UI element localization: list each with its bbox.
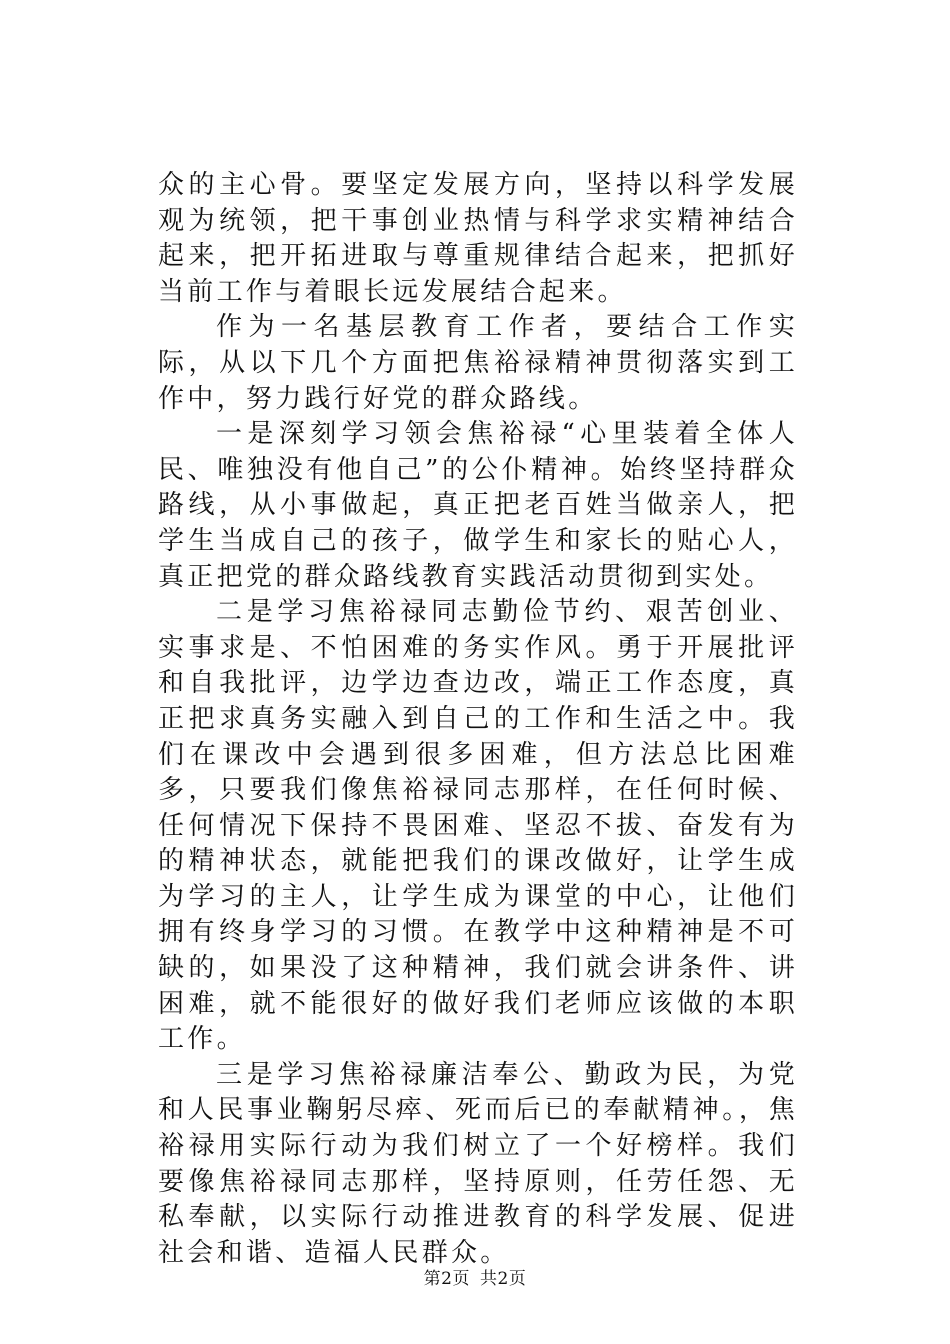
page-footer: [0, 1268, 950, 1290]
paragraph-point-one: 一是深刻学习领会焦裕禄“心里装着全体人民、唯独没有他自己”的公仆精神。始终坚持群众路线，从小事做起，真正把老百姓当做亲人，把学生当成自己的孩子，做学生和家长的贴心人，真正把党的群众路线教育实践活动贯彻到实处。: [158, 419, 798, 592]
document-body: [158, 168, 798, 1271]
page-number-current: 第2页: [423, 1269, 470, 1289]
paragraph-continuation: 众的主心骨。要坚定发展方向，坚持以科学发展观为统领，把干事创业热情与科学求实精神结合起来，把开拓进取与尊重规律结合起来，把抓好当前工作与着眼长远发展结合起来。: [158, 170, 798, 307]
paragraph-intro: 作为一名基层教育工作者，要结合工作实际，从以下几个方面把焦裕禄精神贯彻落实到工作中，努力践行好党的群众路线。: [158, 312, 798, 414]
paragraph-point-two: 二是学习焦裕禄同志勤俭节约、艰苦创业、实事求是、不怕困难的务实作风。勇于开展批评和自我批评，边学边查边改，端正工作态度，真正把求真务实融入到自己的工作和生活之中。我们在课改中会遇到很多困难，但方法总比困难多，只要我们像焦裕禄同志那样，在任何时候、任何情况下保持不畏困难、坚忍不拔、奋发有为的精神状态，就能把我们的课改做好，让学生成为学习的主人，让学生成为课堂的中心，让他们拥有终身学习的习惯。在教学中这种精神是不可缺的，如果没了这种精神，我们就会讲条件、讲困难，就不能很好的做好我们老师应该做的本职工作。: [158, 597, 798, 1055]
page-number-total: 共2页: [480, 1269, 527, 1289]
paragraph-point-three: 三是学习焦裕禄廉洁奉公、勤政为民，为党和人民事业鞠躬尽瘁、死而后已的奉献精神。，焦裕禄用实际行动为我们树立了一个好榜样。我们要像焦裕禄同志那样，坚持原则，任劳任怨、无私奉献，以实际行动推进教育的科学发展、促进社会和谐、造福人民群众。: [158, 1059, 798, 1268]
